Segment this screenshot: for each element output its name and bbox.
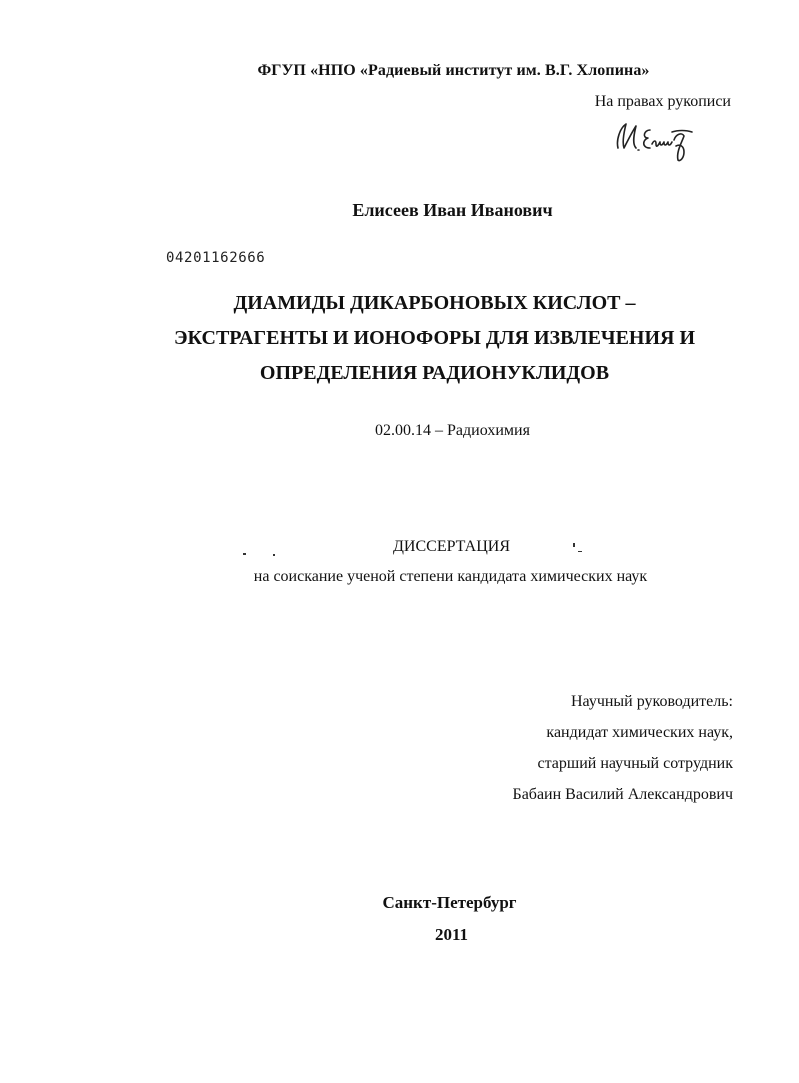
specialty-code: 02.00.14 – Радиохимия [375,422,530,439]
catalog-code: 04201162666 [166,250,266,266]
supervisor-degree: кандидат химических наук, [546,724,733,741]
supervisor-label: Научный руководитель: [570,693,733,710]
scan-speck [578,551,582,552]
scan-speck [273,554,275,556]
author-signature [612,118,694,164]
degree-statement: на соискание ученой степени кандидата химических наук [253,568,648,585]
year: 2011 [434,925,469,944]
author-name: Елисеев Иван Иванович [352,200,553,220]
city: Санкт-Петербург [382,893,517,912]
dissertation-title [0,286,799,391]
document-type: ДИССЕРТАЦИЯ [393,538,510,555]
organization-name: ФГУП «НПО «Радиевый институт им. В.Г. Хлопина» [257,62,650,79]
title-line-1: ДИАМИДЫ ДИКАРБОНОВЫХ КИСЛОТ – [233,292,636,314]
scan-speck [573,543,575,547]
supervisor-block [513,686,733,810]
supervisor-position: старший научный сотрудник [537,755,733,772]
title-line-2: ЭКСТРАГЕНТЫ И ИОНОФОРЫ ДЛЯ ИЗВЛЕЧЕНИЯ И [173,327,696,349]
manuscript-rights-note: На правах рукописи [594,93,731,110]
supervisor-name: Бабаин Василий Александрович [512,786,733,803]
scan-speck [243,553,246,555]
title-line-3: ОПРЕДЕЛЕНИЯ РАДИОНУКЛИДОВ [259,362,610,384]
